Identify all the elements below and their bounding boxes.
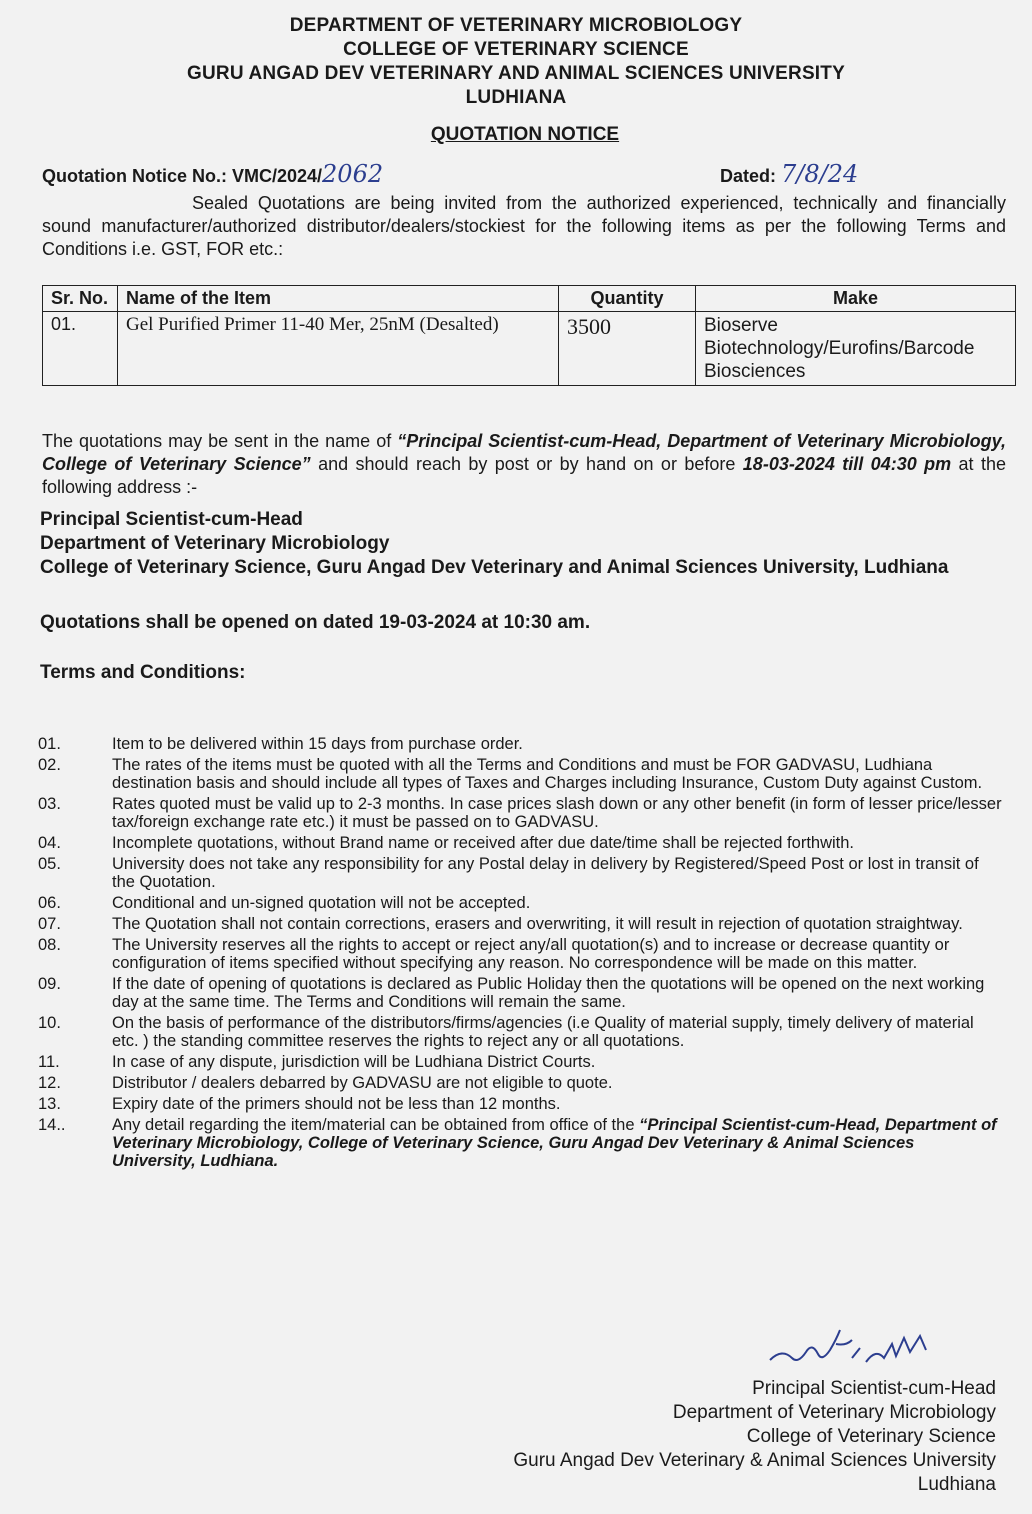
- list-item: [38, 795, 1002, 831]
- page-title: QUOTATION NOTICE: [430, 124, 620, 145]
- intro-text: Sealed Quotations are being invited from the authorized experienced, technically and financially sound manufacturer/authorized distributor/dealers/stockiest for the following items as per the following Terms and Conditions i.e. GST, FOR etc.:: [42, 193, 1006, 259]
- notice-date: [720, 160, 858, 188]
- term-text: The rates of the items must be quoted with all the Terms and Conditions and must be FOR GADVASU, Ludhiana destination basis and should include all types of Taxes and Charges including Insurance, Custom Duty against Custom.: [112, 756, 983, 792]
- city-name: LUDHIANA: [465, 87, 567, 108]
- list-item: [38, 735, 1002, 753]
- term-text: Incomplete quotations, without Brand name or received after due date/time shall be rejected forthwith.: [112, 834, 855, 852]
- term-text: If the date of opening of quotations is declared as Public Holiday then the quotations will be opened on the next working day at the same time. The Terms and Conditions will remain the same.: [112, 975, 985, 1011]
- submission-paragraph: [42, 430, 1006, 499]
- address-line: College of Veterinary Science, Guru Angad Dev Veterinary and Animal Sciences University, Ludhiana: [40, 557, 949, 578]
- table-header-row: [43, 286, 1016, 312]
- term-number: 11.: [38, 1053, 60, 1071]
- cell-make: Bioserve Biotechnology/Eurofins/Barcode Biosciences: [696, 312, 1016, 386]
- cell-item-name: Gel Purified Primer 11-40 Mer, 25nM (Desalted): [118, 312, 559, 386]
- list-item: [38, 1116, 1002, 1170]
- list-item: [38, 834, 1002, 852]
- term-text: Distributor / dealers debarred by GADVASU are not eligible to quote.: [112, 1074, 613, 1092]
- term-number: 03.: [38, 795, 61, 813]
- term-text: Rates quoted must be valid up to 2-3 months. In case prices slash down or any other benefit (in form of lesser price/lesser tax/foreign exchange rate etc.) it must be passed on to GADVASU.: [112, 795, 1002, 831]
- list-item: [38, 1014, 1002, 1050]
- university-name: GURU ANGAD DEV VETERINARY AND ANIMAL SCIENCES UNIVERSITY: [187, 63, 845, 84]
- term-text-bold: “Principal Scientist-cum-Head, Department of Veterinary Microbiology, College of Veterinary Science, Guru Angad Dev Veterinary & Animal Sciences University, Ludhiana.: [112, 1116, 997, 1170]
- opening-date: Quotations shall be opened on dated 19-03-2024 at 10:30 am.: [40, 612, 591, 633]
- address-line: Principal Scientist-cum-Head: [40, 509, 303, 530]
- notice-number: [42, 160, 383, 188]
- college-name: COLLEGE OF VETERINARY SCIENCE: [343, 39, 689, 60]
- term-number: 12.: [38, 1074, 61, 1092]
- terms-list: [38, 735, 1002, 1173]
- signatory-university: Guru Angad Dev Veterinary & Animal Sciences University: [513, 1450, 996, 1471]
- signatory-college: College of Veterinary Science: [746, 1426, 996, 1447]
- term-number: 09.: [38, 975, 61, 993]
- date-label: Dated:: [720, 166, 777, 186]
- table-row: [43, 312, 1016, 386]
- notice-number-handwritten: 2062: [322, 160, 384, 188]
- term-text: Expiry date of the primers should not be less than 12 months.: [112, 1095, 561, 1113]
- signatory-block: [513, 1377, 996, 1497]
- term-number: 07.: [38, 915, 61, 933]
- address-block: [40, 508, 1000, 580]
- signatory-city: Ludhiana: [917, 1474, 996, 1495]
- term-number: 10.: [38, 1014, 61, 1032]
- para-text-e: at the following address :-: [42, 454, 1006, 497]
- para-deadline: 18-03-2024 till 04:30 pm: [742, 454, 952, 474]
- list-item: [38, 894, 1002, 912]
- signatory-department: Department of Veterinary Microbiology: [672, 1402, 996, 1423]
- term-number: 04.: [38, 834, 61, 852]
- term-number: 05.: [38, 855, 61, 873]
- term-text-plain: Any detail regarding the item/material can be obtained from office of the: [112, 1116, 640, 1134]
- para-text-a: The quotations may be sent in the name of: [42, 431, 398, 451]
- term-text: The Quotation shall not contain corrections, erasers and overwriting, it will result in rejection of quotation straightway.: [112, 915, 963, 933]
- address-line: Department of Veterinary Microbiology: [40, 533, 390, 554]
- date-handwritten: 7/8/24: [781, 160, 859, 188]
- signatory-designation: Principal Scientist-cum-Head: [752, 1378, 996, 1399]
- items-table: [42, 285, 1016, 386]
- term-number: 02.: [38, 756, 61, 774]
- term-number: 08.: [38, 936, 61, 954]
- list-item: [38, 1074, 1002, 1092]
- term-number: 14..: [38, 1116, 66, 1134]
- term-text: University does not take any responsibility for any Postal delay in delivery by Registered/Speed Post or lost in transit of the Quotation.: [112, 855, 979, 891]
- term-text: In case of any dispute, jurisdiction will be Ludhiana District Courts.: [112, 1053, 596, 1071]
- department-name: DEPARTMENT OF VETERINARY MICROBIOLOGY: [289, 15, 743, 36]
- list-item: [38, 1095, 1002, 1113]
- list-item: [38, 936, 1002, 972]
- term-text: The University reserves all the rights to accept or reject any/all quotation(s) and to increase or decrease quantity or configuration of items specified without specifying any reason. No correspondence will be made on this matter.: [112, 936, 950, 972]
- list-item: [38, 855, 1002, 891]
- term-number: 06.: [38, 894, 61, 912]
- notice-number-label: Quotation Notice No.: VMC/2024/: [42, 166, 323, 186]
- term-text: On the basis of performance of the distributors/firms/agencies (i.e Quality of material supply, timely delivery of material etc. ) the standing committee reserves the rights to reject any or all quotations.: [112, 1014, 974, 1050]
- term-text: Item to be delivered within 15 days from purchase order.: [112, 735, 523, 753]
- term-text: Conditional and un-signed quotation will not be accepted.: [112, 894, 531, 912]
- header-sr-no: Sr. No.: [43, 286, 118, 312]
- term-text: [112, 1116, 1002, 1170]
- letterhead: [0, 14, 1032, 110]
- header-quantity: Quantity: [559, 286, 696, 312]
- list-item: [38, 756, 1002, 792]
- cell-sr-no: 01.: [43, 312, 118, 386]
- terms-heading: Terms and Conditions:: [40, 662, 246, 683]
- intro-paragraph: [42, 192, 1006, 261]
- handwritten-signature: [760, 1318, 960, 1378]
- header-item-name: Name of the Item: [118, 286, 559, 312]
- term-number: 13.: [38, 1095, 61, 1113]
- list-item: [38, 1053, 1002, 1071]
- header-make: Make: [696, 286, 1016, 312]
- para-addressee: “Principal Scientist-cum-Head, Department of Veterinary Microbiology, College of Veterinary Science”: [42, 431, 1006, 474]
- list-item: [38, 915, 1002, 933]
- term-number: 01.: [38, 735, 61, 753]
- cell-quantity: 3500: [559, 312, 696, 386]
- para-text-c: and should reach by post or by hand on or before: [310, 454, 743, 474]
- list-item: [38, 975, 1002, 1011]
